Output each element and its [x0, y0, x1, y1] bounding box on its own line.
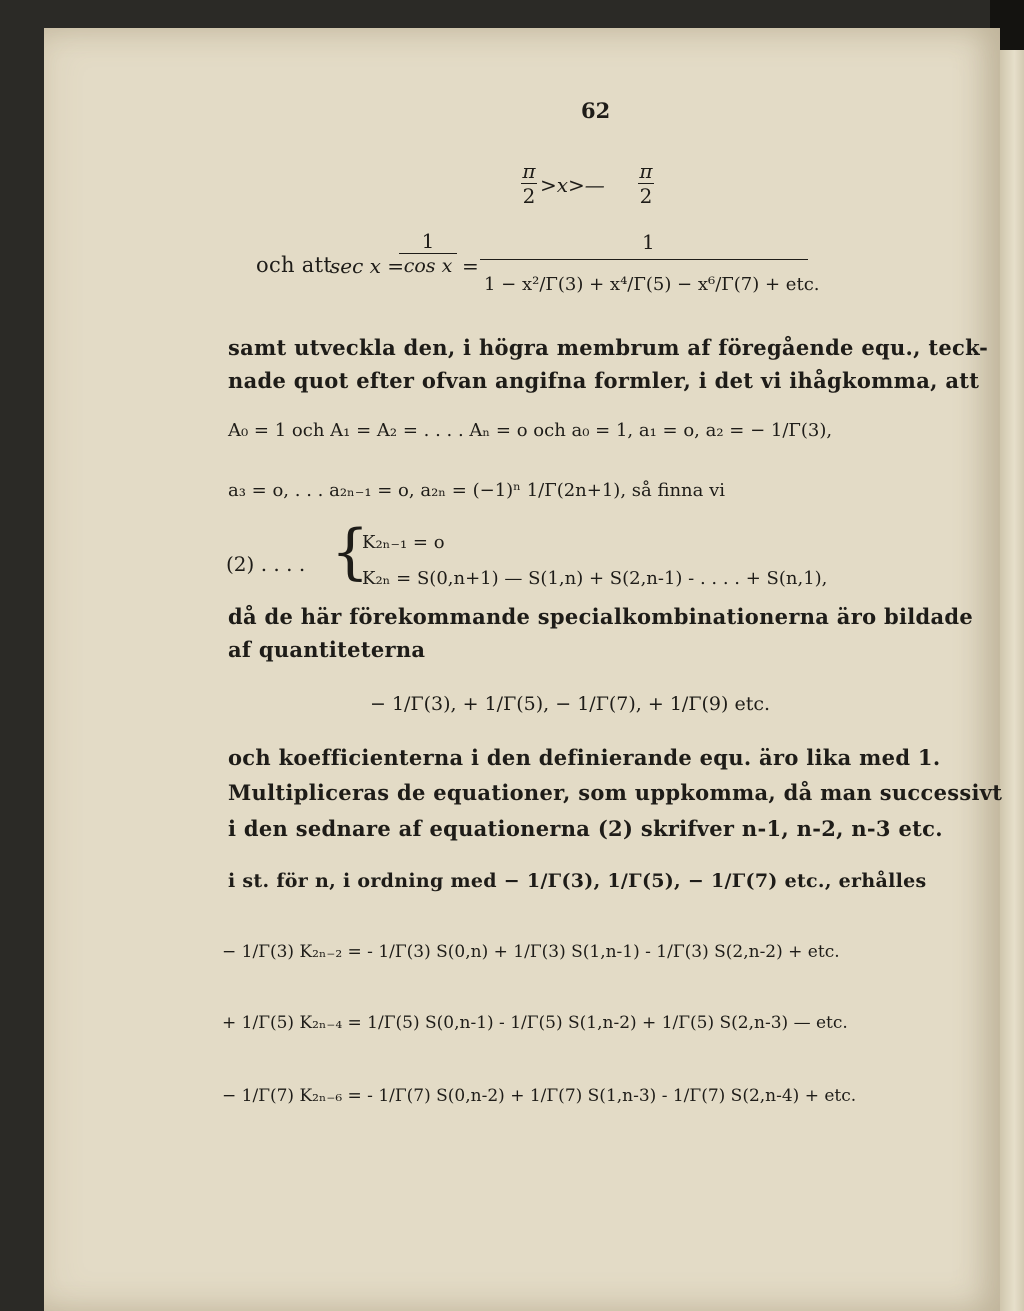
eq2-label: (2) . . . .	[226, 552, 306, 576]
series-numerator: 1	[642, 230, 655, 254]
eq2-line1: K₂ₙ₋₁ = o	[362, 532, 445, 553]
sec-lhs: sec x =	[330, 254, 405, 278]
quant-line: − 1/Γ(3), + 1/Γ(5), − 1/Γ(7), + 1/Γ(9) etc.	[370, 693, 771, 715]
text-ist: i st. för n, i ordning med − 1/Γ(3), 1/Γ(5), − 1/Γ(7) etc., erhålles	[228, 870, 927, 892]
eq2-line2: K₂ₙ = S(0,n+1) — S(1,n) + S(2,n-1) - . . . . + S(n,1),	[362, 568, 828, 589]
sec-prefix: och att	[256, 253, 333, 277]
text-da-1: då de här förekommande specialkombinationerna äro bildade	[228, 604, 974, 629]
series-bar	[480, 259, 808, 260]
book-page	[44, 28, 1003, 1311]
sec-frac: 1 cos x	[399, 230, 457, 277]
a-line: A₀ = 1 och A₁ = A₂ = . . . . Aₙ = o och a₀ = 1, a₁ = o, a₂ = − 1/Γ(3),	[228, 420, 833, 441]
page-edge	[1000, 50, 1024, 1311]
sec-equals: =	[462, 254, 479, 278]
text-och: och koefficienterna i den definierande equ. äro lika med 1.	[228, 745, 941, 770]
eq2-brace: {	[331, 517, 370, 587]
bound-frac-right: π 2	[639, 159, 653, 208]
bound-frac-left: π 2	[522, 159, 536, 208]
text-mult-2: i den sednare af equationerna (2) skrifver n-1, n-2, n-3 etc.	[228, 816, 943, 841]
text-da-2: af quantiteterna	[228, 637, 426, 662]
eq-k2n-4: + 1/Γ(5) K₂ₙ₋₄ = 1/Γ(5) S(0,n-1) - 1/Γ(5) S(1,n-2) + 1/Γ(5) S(2,n-3) — etc.	[222, 1013, 848, 1033]
text-mult-1: Multipliceras de equationer, som uppkomma, då man successivt	[228, 780, 1003, 805]
text-samt-1: samt utveckla den, i högra membrum af föregående equ., teck-	[228, 335, 989, 360]
a3-line: a₃ = o, . . . a₂ₙ₋₁ = o, a₂ₙ = (−1)ⁿ 1/Γ(2n+1), så finna vi	[228, 480, 726, 501]
eq-k2n-6: − 1/Γ(7) K₂ₙ₋₆ = - 1/Γ(7) S(0,n-2) + 1/Γ(7) S(1,n-3) - 1/Γ(7) S(2,n-4) + etc.	[222, 1086, 857, 1106]
bound-middle: >x>—	[540, 173, 605, 197]
text-samt-2: nade quot efter ofvan angifna formler, i det vi ihågkomma, att	[228, 368, 980, 393]
eq-k2n-2: − 1/Γ(3) K₂ₙ₋₂ = - 1/Γ(3) S(0,n) + 1/Γ(3) S(1,n-1) - 1/Γ(3) S(2,n-2) + etc.	[222, 942, 840, 962]
series-denominator: 1 − x²/Γ(3) + x⁴/Γ(5) − x⁶/Γ(7) + etc.	[484, 274, 820, 295]
page-number: 62	[581, 98, 611, 123]
